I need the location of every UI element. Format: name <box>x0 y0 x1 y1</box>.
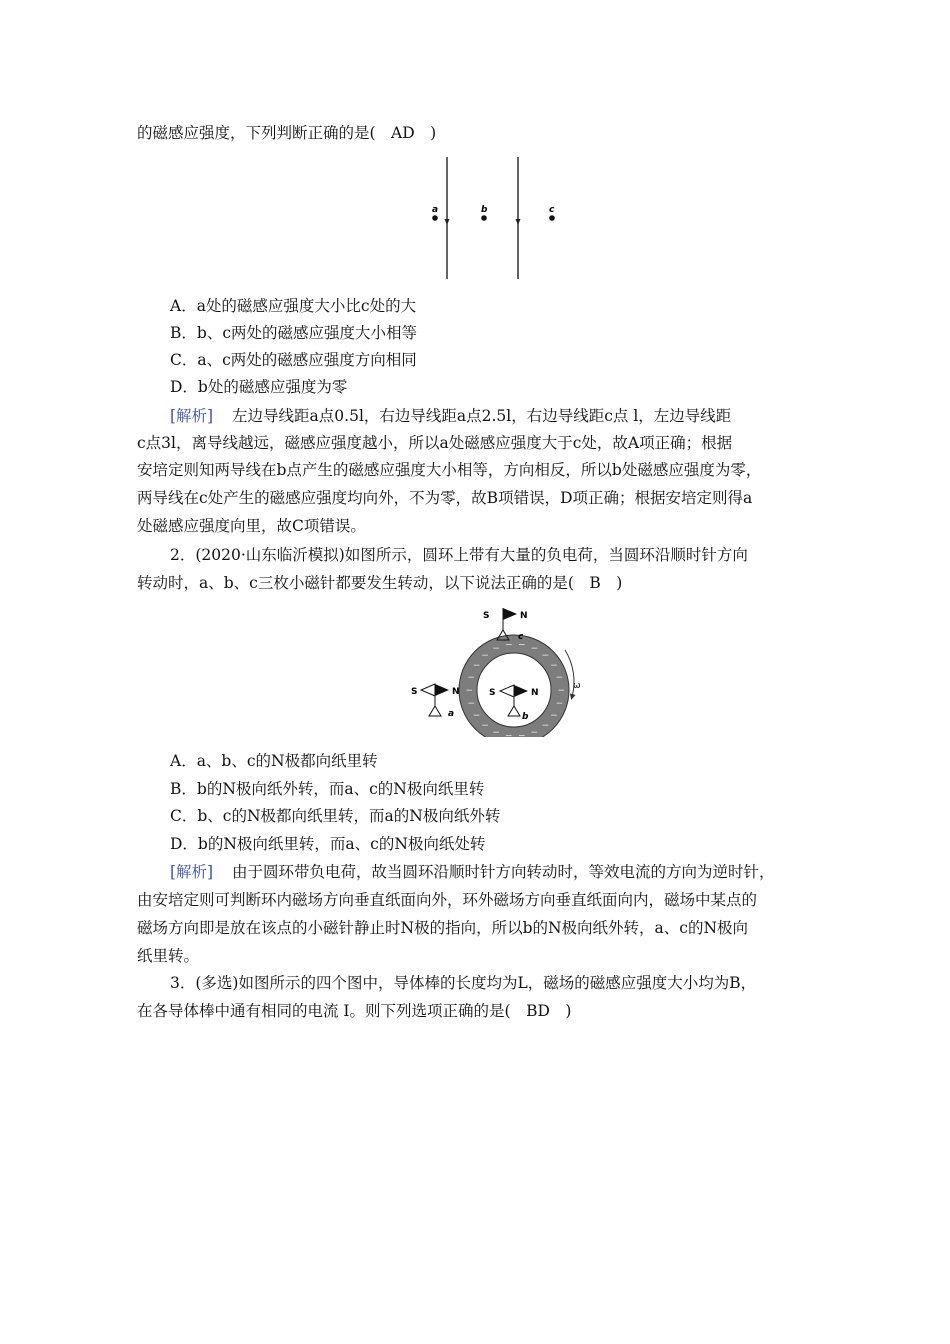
svg-text:S: S <box>483 611 490 621</box>
negative-charge-mark: − <box>550 710 558 721</box>
q1-option-a: A．a处的磁感应强度大小比c处的大 <box>170 297 417 315</box>
q2-option-c: C．b、c的N极都向纸里转，而a的N极向纸外转 <box>170 807 501 825</box>
negative-charge-mark: − <box>505 640 513 651</box>
negative-charge-mark: − <box>541 720 550 731</box>
q2-stem-line-2: 转动时，a、b、c三枚小磁针都要发生转动，以下说法正确的是( B ) <box>137 574 623 592</box>
svg-text:N: N <box>452 687 460 697</box>
omega-label: ω <box>573 681 581 691</box>
q2-analysis-line-2: 由安培定则可判断环内磁场方向垂直纸面向外，环外磁场方向垂直纸面向内，磁场中某点的 <box>137 891 758 909</box>
q2-analysis-line-1: [解析] 由于圆环带负电荷，故当圆环沿顺时针方向转动时，等效电流的方向为逆时针， <box>170 863 775 881</box>
negative-charge-mark: − <box>555 673 564 683</box>
label-c: c <box>549 205 555 215</box>
q1-option-d: D．b处的磁感应强度为零 <box>170 378 348 396</box>
right-wire-current-arrow <box>516 219 521 225</box>
q2-analysis-line-4: 纸里转。 <box>137 947 200 965</box>
negative-charge-mark: − <box>467 699 475 709</box>
q1-option-c: C．a、c两处的磁感应强度方向相同 <box>170 351 417 369</box>
q2-option-a: A．a、b、c的N极都向纸里转 <box>170 752 378 770</box>
svg-text:c: c <box>518 632 524 642</box>
left-wire-current-arrow <box>445 219 450 225</box>
q2-ring-figure <box>405 602 585 737</box>
needle-b <box>489 685 539 722</box>
label-b: b <box>481 205 488 215</box>
q1-analysis-line-2: c点3l，离导线越远，磁感应强度越小，所以a处磁感应强度大于c处，故A项正确；根据 <box>137 434 733 452</box>
negative-charge-mark: − <box>555 699 564 709</box>
q1-option-b: B．b、c两处的磁感应强度大小相等 <box>170 324 417 342</box>
negative-charge-mark: − <box>481 720 489 731</box>
negative-charge-mark: − <box>492 727 500 737</box>
negative-charge-mark: − <box>472 710 481 721</box>
q1-analysis-tag: [解析] <box>170 407 214 425</box>
point-b <box>481 215 487 221</box>
q2-option-b: B．b的N极向纸外转，而a、c的N极向纸里转 <box>170 780 485 798</box>
svg-text:N: N <box>520 611 528 621</box>
negative-charge-mark: − <box>530 727 539 737</box>
negative-charge-mark: − <box>492 644 500 655</box>
q1-wire-figure <box>420 155 570 281</box>
negative-charge-mark: − <box>467 673 475 683</box>
point-c <box>549 215 555 221</box>
point-a <box>432 215 438 221</box>
svg-text:S: S <box>411 687 418 697</box>
negative-charge-mark: − <box>505 731 513 737</box>
q2-stem-line-1: 2．(2020·山东临沂模拟)如图所示，圆环上带有大量的负电荷，当圆环沿顺时针方向 <box>170 546 748 564</box>
needle-a <box>411 684 460 719</box>
q1-analysis-line-5: 处磁感应强度向里，故C项错误。 <box>137 517 366 535</box>
q2-analysis-line-3: 磁场方向即是放在该点的小磁针静止时N极的指向，所以b的N极向纸外转，a、c的N极向 <box>137 919 749 937</box>
q1-analysis-line-1: [解析] 左边导线距a点0.5l，右边导线距a点2.5l，右边导线距c点 l，左边导线距 <box>170 407 732 425</box>
negative-charge-mark: − <box>541 651 550 662</box>
q3-stem-line-1: 3．(多选)如图所示的四个图中，导体棒的长度均为L，磁场的磁感应强度大小均为B， <box>170 974 757 992</box>
negative-charge-mark: − <box>465 686 474 696</box>
q1-analysis-line-4: 两导线在c处产生的磁感应强度均向外，不为零，故B项错误，D项正确；根据安培定则得a <box>137 489 753 507</box>
negative-charge-mark: − <box>481 651 489 662</box>
q2-analysis-tag: [解析] <box>170 863 214 881</box>
svg-text:b: b <box>522 712 529 722</box>
negative-charge-mark: − <box>557 686 566 696</box>
svg-text:a: a <box>448 709 455 719</box>
negative-charge-mark: − <box>518 640 526 651</box>
svg-text:S: S <box>489 688 496 698</box>
negative-charge-mark: − <box>530 644 539 655</box>
svg-text:N: N <box>531 688 539 698</box>
q1-analysis-line-3: 安培定则知两导线在b点产生的磁感应强度大小相等，方向相反，所以b处磁感应强度为零， <box>137 461 762 479</box>
q1-stem-tail: 的磁感应强度，下列判断正确的是( AD ) <box>137 124 437 142</box>
label-a: a <box>432 205 439 215</box>
q2-option-d: D．b的N极向纸里转，而a、c的N极向纸处转 <box>170 835 486 853</box>
negative-charge-mark: − <box>518 731 526 737</box>
negative-charge-mark: − <box>472 661 481 672</box>
negative-charge-mark: − <box>550 661 558 672</box>
q3-stem-line-2: 在各导体棒中通有相同的电流 I。则下列选项正确的是( BD ) <box>137 1002 572 1020</box>
